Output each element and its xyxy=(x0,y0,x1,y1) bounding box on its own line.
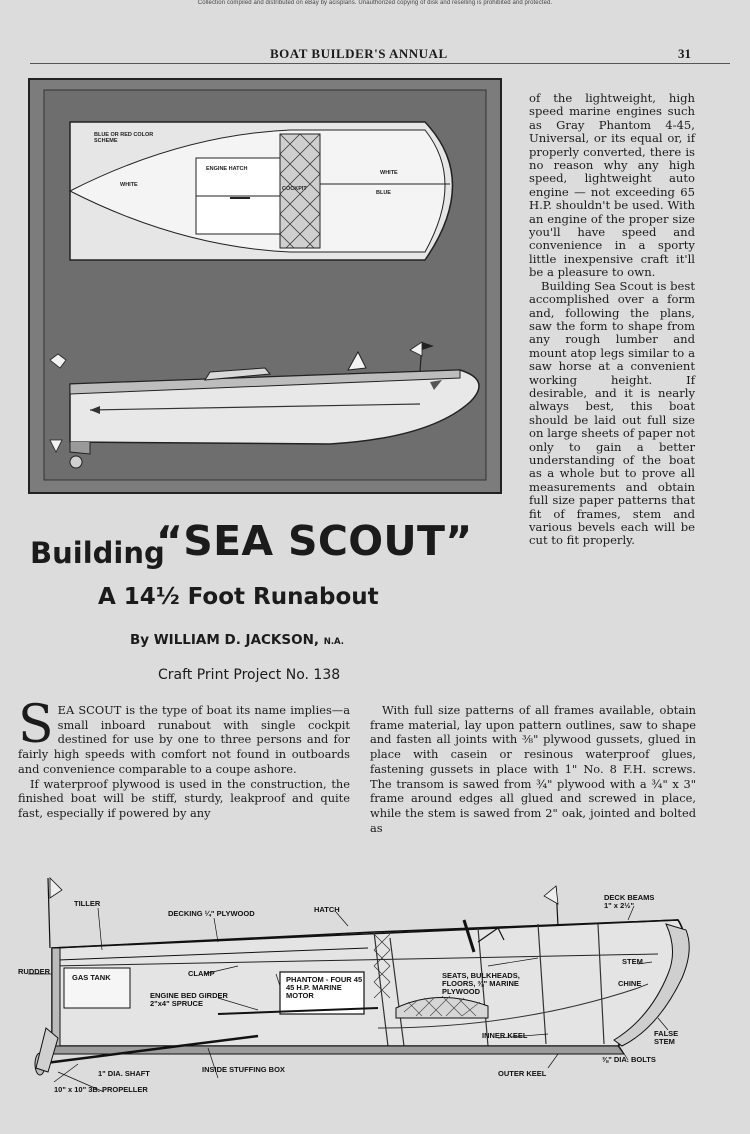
title-building: Building xyxy=(30,536,165,570)
label-outer-keel: OUTER KEEL xyxy=(498,1069,547,1078)
label-engine-bed: ENGINE BED GIRDER 2"x4" SPRUCE xyxy=(150,991,228,1008)
label-false-stem: FALSE STEM xyxy=(654,1029,679,1046)
project-number: Craft Print Project No. 138 xyxy=(158,667,341,683)
label-blue: BLUE xyxy=(376,190,391,196)
label-gas-tank: GAS TANK xyxy=(72,973,111,982)
label-hatch: HATCH xyxy=(314,905,340,914)
page-number: 31 xyxy=(678,46,691,61)
col1-paragraph-1 xyxy=(18,695,350,777)
label-deck-beams: DECK BEAMS 1" x 2½" xyxy=(604,893,655,910)
label-decking: DECKING ¼" PLYWOOD xyxy=(168,909,255,918)
header-rule xyxy=(30,63,730,64)
label-shaft: 1" DIA. SHAFT xyxy=(98,1069,150,1078)
subtitle: A 14½ Foot Runabout xyxy=(98,584,379,610)
title-sea-scout: “SEA SCOUT” xyxy=(156,517,473,565)
col1-p1-text: EA SCOUT is the type of boat its name implies—a small inboard runabout with single cockpit destined for use by one to three persons and for fairly high speeds with comfort not found in outboards and convenience comparable to a coupe ashore. xyxy=(18,703,350,776)
label-seats: SEATS, BULKHEADS, FLOORS, ⅜" MARINE PLYWOOD xyxy=(442,971,520,996)
right-column-text xyxy=(529,92,695,548)
label-engine-hatch: ENGINE HATCH xyxy=(206,166,248,172)
right-paragraph-1: of the lightweight, high speed marine engines such as Gray Phantom 4-45, Universal, or its equal or, if properly converted, there is no reason why any high speed, lightweight auto engine — not exceeding 65 H.P. shouldn't be used. With an engine of the proper size you'll have speed and convenience in a sporty little inexpensive craft it'll be a pleasure to own. xyxy=(529,91,695,280)
label-white-left: WHITE xyxy=(120,182,138,188)
body-column-1 xyxy=(18,695,350,821)
running-title: BOAT BUILDER'S ANNUAL xyxy=(270,46,448,61)
body-column-2 xyxy=(370,703,696,835)
construction-diagram xyxy=(18,868,718,1118)
label-clamp: CLAMP xyxy=(188,969,215,978)
label-stem: STEM xyxy=(622,957,643,966)
byline xyxy=(130,632,344,648)
dropcap: S xyxy=(18,695,54,755)
author-name: By WILLIAM D. JACKSON, xyxy=(130,632,320,648)
col1-paragraph-2: If waterproof plywood is used in the construction, the finished boat will be stiff, sturdy, leakproof and quite fast, especially if powered by any xyxy=(18,776,350,820)
label-tiller: TILLER xyxy=(74,899,101,908)
copyright-note: Collection compiled and distributed on eBay by acisplans. Unauthorized copying of disk and reselling is prohibited and protected. xyxy=(197,0,553,6)
label-white-right: WHITE xyxy=(380,170,398,176)
label-phantom-motor: PHANTOM - FOUR 45 45 H.P. MARINE MOTOR xyxy=(286,975,363,1000)
plan-illustration xyxy=(28,78,502,494)
right-paragraph-2: Building Sea Scout is best accomplished over a form and, following the plans, saw the form to shape from any rough lumber and mount atop legs similar to a saw horse at a convenient working height. If desirable, and it is nearly always best, this boat should be laid out full size on large sheets of paper not only to gain a better understanding of the boat as a whole but to prove all measurements and obtain full size paper patterns that fit of frames, stem and various bevels each will be cut to fit properly. xyxy=(529,278,695,548)
label-cockpit: COCKPIT xyxy=(282,186,307,192)
col2-paragraph-1: With full size patterns of all frames available, obtain frame material, lay upon pattern outlines, saw to shape and fasten all joints with ⅜" plywood gussets, glued in place with casein or resinous waterproof glues, fastening gussets in place with 1" No. 8 F.H. screws. The transom is sawed from ¾" plywood with a ¾" x 3" frame around edges all glued and screwed in place, while the stem is sawed from 2" oak, jointed and bolted as xyxy=(370,703,696,835)
author-suffix: N.A. xyxy=(323,637,345,647)
label-inner-keel: INNER KEEL xyxy=(482,1031,528,1040)
label-chine: CHINE xyxy=(618,979,642,988)
label-propeller: 10" x 10" 3B. PROPELLER xyxy=(54,1085,148,1094)
label-rudder: RUDDER xyxy=(18,967,51,976)
label-bolts: ⅜" DIA. BOLTS xyxy=(602,1055,656,1064)
label-stuffing-box: INSIDE STUFFING BOX xyxy=(202,1065,285,1074)
label-color-scheme: BLUE OR RED COLOR SCHEME xyxy=(94,132,154,144)
